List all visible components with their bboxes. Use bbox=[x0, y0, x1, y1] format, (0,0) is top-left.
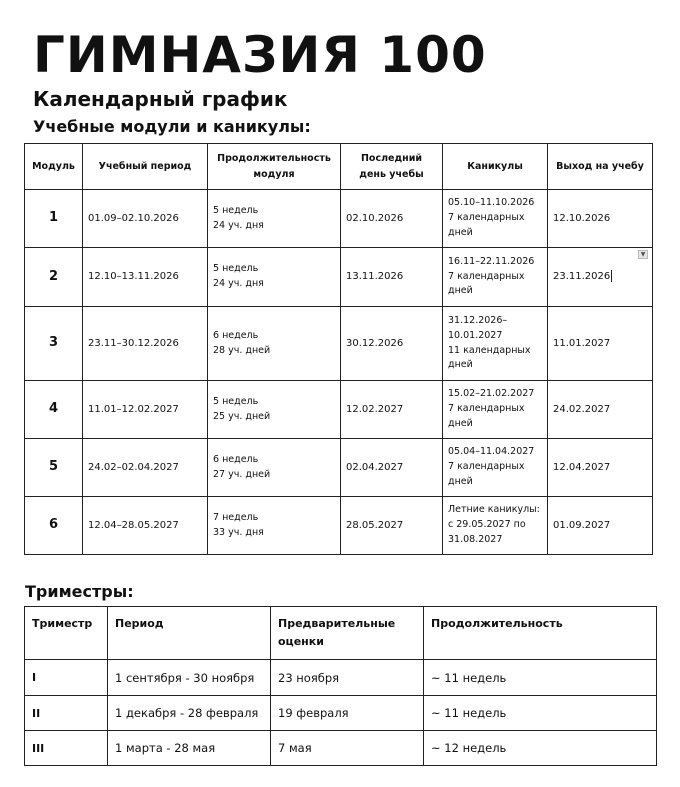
duration-cell[interactable] bbox=[208, 381, 341, 439]
holiday-dates: 05.10–11.10.2026 bbox=[448, 197, 535, 209]
duration-weeks: 5 недель bbox=[213, 263, 259, 275]
page-subtitle: Календарный график bbox=[33, 87, 288, 111]
holiday-length: 7 календарных дней bbox=[448, 403, 525, 429]
duration-weeks: 6 недель bbox=[213, 453, 259, 465]
duration-weeks: 5 недель bbox=[213, 204, 259, 216]
table-row[interactable] bbox=[25, 731, 657, 766]
return-cell[interactable]: 12.10.2026 bbox=[548, 190, 653, 248]
trimesters-table bbox=[24, 606, 657, 766]
last-day-cell[interactable]: 30.12.2026 bbox=[341, 307, 443, 381]
modules-header-row bbox=[25, 144, 653, 190]
col-header-period: Период bbox=[108, 607, 271, 660]
holiday-cell[interactable] bbox=[443, 248, 548, 307]
holiday-dates: 05.04–11.04.2027 bbox=[448, 446, 535, 458]
preliminary-cell[interactable]: 23 ноября bbox=[271, 660, 424, 696]
col-header-return: Выход на учебу bbox=[548, 144, 653, 190]
duration-days: 25 уч. дней bbox=[213, 410, 271, 422]
return-cell[interactable] bbox=[548, 248, 653, 307]
duration-cell[interactable] bbox=[208, 497, 341, 555]
duration-cell[interactable] bbox=[208, 190, 341, 248]
holiday-length: 31.08.2027 bbox=[448, 533, 503, 545]
modules-heading: Учебные модули и каникулы: bbox=[33, 117, 311, 136]
holiday-cell[interactable] bbox=[443, 190, 548, 248]
period-cell[interactable]: 23.11–30.12.2026 bbox=[83, 307, 208, 381]
module-number[interactable]: 3 bbox=[25, 307, 83, 381]
holiday-length: 7 календарных дней bbox=[448, 270, 525, 297]
holiday-length: 11 календарных дней bbox=[448, 344, 531, 371]
return-cell[interactable]: 01.09.2027 bbox=[548, 497, 653, 555]
holiday-dates: Летние каникулы: с 29.05.2027 по bbox=[448, 504, 540, 531]
module-number[interactable]: 1 bbox=[25, 190, 83, 248]
module-number[interactable]: 6 bbox=[25, 497, 83, 555]
duration-cell[interactable]: ~ 12 недель bbox=[424, 731, 657, 766]
period-cell[interactable]: 24.02–02.04.2027 bbox=[83, 439, 208, 497]
col-header-last-day: Последний день учебы bbox=[341, 144, 443, 190]
preliminary-cell[interactable]: 19 февраля bbox=[271, 696, 424, 731]
last-day-cell[interactable]: 02.04.2027 bbox=[341, 439, 443, 497]
table-row[interactable] bbox=[25, 696, 657, 731]
module-number[interactable]: 4 bbox=[25, 381, 83, 439]
holiday-dates: 31.12.2026–10.01.2027 bbox=[448, 315, 508, 341]
duration-cell[interactable] bbox=[208, 248, 341, 307]
col-header-module: Модуль bbox=[25, 144, 83, 190]
return-cell[interactable]: 12.04.2027 bbox=[548, 439, 653, 497]
holiday-cell[interactable] bbox=[443, 381, 548, 439]
module-number[interactable]: 5 bbox=[25, 439, 83, 497]
module-number[interactable]: 2 bbox=[25, 248, 83, 307]
trimesters-heading: Триместры: bbox=[25, 582, 134, 601]
col-header-duration: Продолжительность bbox=[424, 607, 657, 660]
period-cell[interactable]: 1 сентября - 30 ноября bbox=[108, 660, 271, 696]
return-cell[interactable]: 24.02.2027 bbox=[548, 381, 653, 439]
return-value: 23.11.2026 bbox=[553, 271, 611, 283]
duration-cell[interactable] bbox=[208, 307, 341, 381]
table-row[interactable] bbox=[25, 439, 653, 497]
duration-weeks: 7 недель bbox=[213, 511, 259, 523]
trimesters-header-row bbox=[25, 607, 657, 660]
table-row[interactable] bbox=[25, 248, 653, 307]
dropdown-arrow-icon[interactable]: ▼ bbox=[638, 250, 648, 259]
duration-days: 24 уч. дня bbox=[213, 219, 264, 231]
table-row[interactable] bbox=[25, 190, 653, 248]
last-day-cell[interactable]: 12.02.2027 bbox=[341, 381, 443, 439]
period-cell[interactable]: 1 декабря - 28 февраля bbox=[108, 696, 271, 731]
duration-cell[interactable]: ~ 11 недель bbox=[424, 696, 657, 731]
holiday-cell[interactable] bbox=[443, 439, 548, 497]
period-cell[interactable]: 01.09–02.10.2026 bbox=[83, 190, 208, 248]
preliminary-cell[interactable]: 7 мая bbox=[271, 731, 424, 766]
trimester-cell[interactable]: I bbox=[25, 660, 108, 696]
duration-weeks: 5 недель bbox=[213, 395, 259, 407]
duration-cell[interactable]: ~ 11 недель bbox=[424, 660, 657, 696]
page-title: ГИМНАЗИЯ 100 bbox=[33, 26, 487, 84]
col-header-preliminary: Предварительные оценки bbox=[271, 607, 424, 660]
table-row[interactable] bbox=[25, 497, 653, 555]
holiday-dates: 16.11–22.11.2026 bbox=[448, 255, 535, 267]
holiday-length: 7 календарных дней bbox=[448, 461, 525, 487]
holiday-dates: 15.02–21.02.2027 bbox=[448, 388, 535, 400]
period-cell[interactable]: 12.10–13.11.2026 bbox=[83, 248, 208, 307]
last-day-cell[interactable]: 28.05.2027 bbox=[341, 497, 443, 555]
col-header-trimester: Триместр bbox=[25, 607, 108, 660]
last-day-cell[interactable]: 02.10.2026 bbox=[341, 190, 443, 248]
holiday-cell[interactable] bbox=[443, 497, 548, 555]
duration-days: 24 уч. дня bbox=[213, 278, 264, 289]
period-cell[interactable]: 11.01–12.02.2027 bbox=[83, 381, 208, 439]
last-day-cell[interactable]: 13.11.2026 bbox=[341, 248, 443, 307]
table-row[interactable] bbox=[25, 660, 657, 696]
col-header-duration: Продолжительность модуля bbox=[208, 144, 341, 190]
period-cell[interactable]: 1 марта - 28 мая bbox=[108, 731, 271, 766]
modules-table bbox=[24, 143, 653, 555]
return-cell[interactable]: 11.01.2027 bbox=[548, 307, 653, 381]
duration-cell[interactable] bbox=[208, 439, 341, 497]
table-row[interactable] bbox=[25, 381, 653, 439]
duration-weeks: 6 недель bbox=[213, 329, 259, 341]
duration-days: 27 уч. дней bbox=[213, 468, 271, 480]
trimester-cell[interactable]: II bbox=[25, 696, 108, 731]
duration-days: 28 уч. дней bbox=[213, 344, 271, 356]
duration-days: 33 уч. дня bbox=[213, 526, 264, 538]
col-header-period: Учебный период bbox=[83, 144, 208, 190]
period-cell[interactable]: 12.04–28.05.2027 bbox=[83, 497, 208, 555]
holiday-length: 7 календарных дней bbox=[448, 212, 525, 238]
col-header-holidays: Каникулы bbox=[443, 144, 548, 190]
trimester-cell[interactable]: III bbox=[25, 731, 108, 766]
text-cursor bbox=[611, 270, 612, 282]
holiday-cell[interactable] bbox=[443, 307, 548, 381]
table-row[interactable] bbox=[25, 307, 653, 381]
